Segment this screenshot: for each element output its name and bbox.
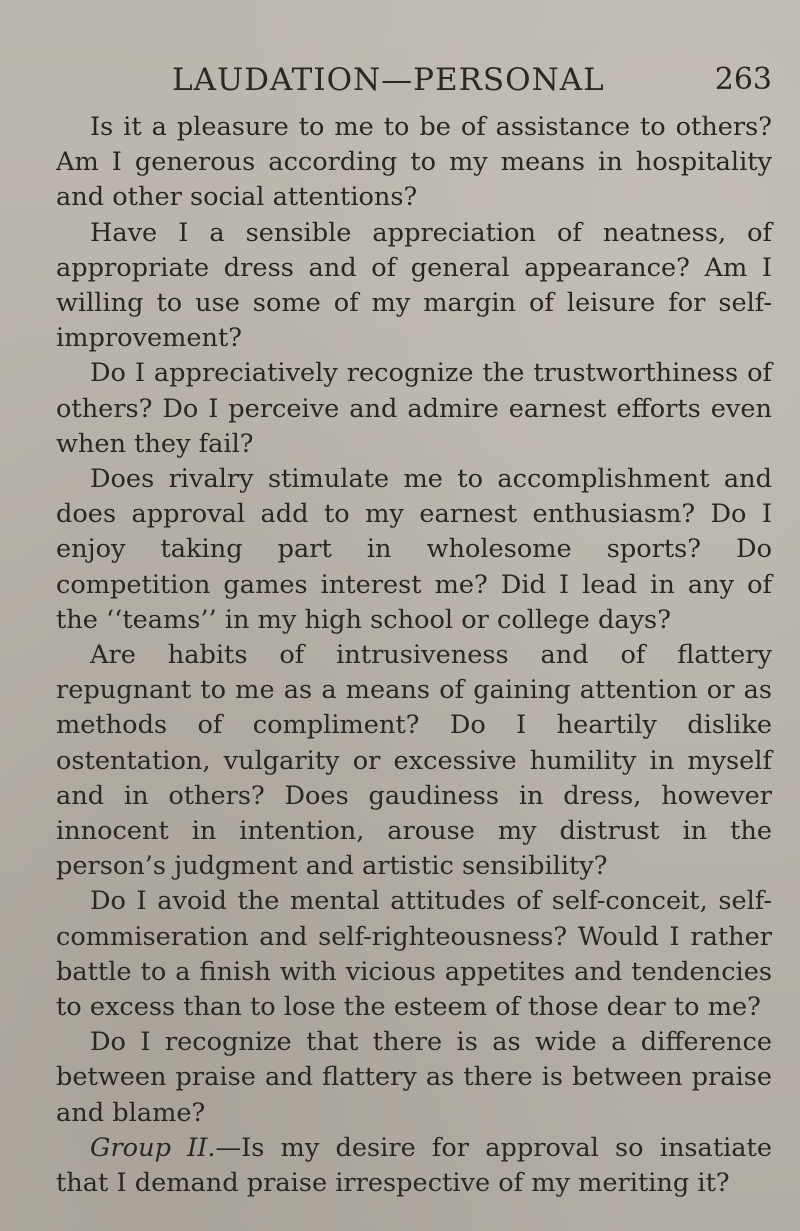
page-number: 263 (714, 62, 772, 97)
paragraph (56, 1025, 772, 1131)
paragraph (56, 110, 772, 216)
paragraph (56, 356, 772, 462)
paragraph-lead: Group II. (90, 1132, 216, 1163)
book-page (56, 0, 772, 1231)
paragraph (56, 638, 772, 884)
paragraph (56, 1131, 772, 1201)
paragraph-text: Have I a sensible appreciation of neatness, of appropriate dress and of general appearance? Am I willing to use some of my margin of leisure for self-improvement? (56, 217, 772, 354)
paragraph-text: Is it a pleasure to me to be of assistance to others? Am I generous according to my means in hospitality and other social attentions? (56, 112, 772, 213)
running-head (56, 62, 772, 106)
paragraph-text: Are habits of intrusiveness and of flattery repugnant to me as a means of gaining attention or as methods of compliment? Do I heartily dislike ostentation, vulgarity or excessive humility in myself and in others? Does gaudiness in dress, however innocent in intention, arouse my distrust in the person’s judgment and artistic sensibility? (56, 640, 772, 882)
paragraph-text: Do I avoid the mental attitudes of self-conceit, self-commiseration and self-righteousness? Would I rather battle to a finish with vicious appetites and tendencies to excess than to lose the esteem of those dear to me? (56, 886, 772, 1023)
paragraph (56, 216, 772, 357)
paragraph (56, 884, 772, 1025)
paragraph (56, 462, 772, 638)
paragraph-text: —Is my desire for approval so insatiate that I demand praise irrespective of my meriting it? (56, 1132, 772, 1199)
paragraph-text: Do I appreciatively recognize the trustworthiness of others? Do I perceive and admire earnest efforts even when they fail? (56, 358, 772, 459)
paragraph-text: Do I recognize that there is as wide a difference between praise and flattery as there is between praise and blame? (56, 1027, 772, 1128)
running-head-title: LAUDATION—PERSONAL (172, 62, 605, 98)
paragraph-text: Does rivalry stimulate me to accomplishment and does approval add to my earnest enthusiasm? Do I enjoy taking part in wholesome sports? Do competition games interest me? Did I lead in any of the ‘‘teams’’ in my high school or college days? (56, 464, 772, 635)
body-text (56, 110, 772, 1201)
